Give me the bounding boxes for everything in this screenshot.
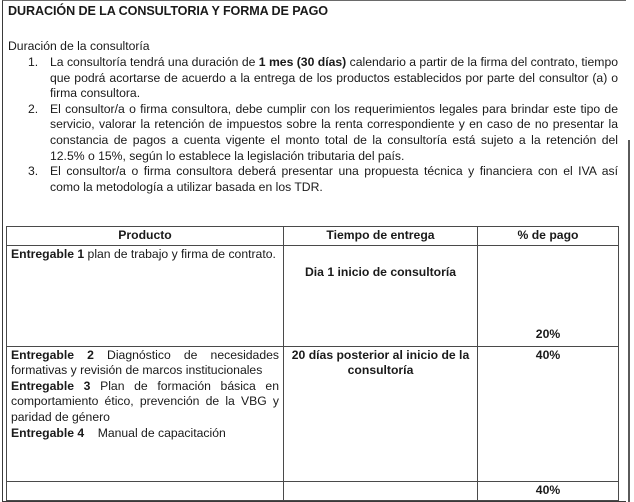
deliverable-text: Diagnóstico de necesidades formativas y revisión de marcos institucionales (11, 347, 279, 378)
payment-percent: 40% (535, 347, 561, 362)
item-number: 3. (28, 164, 39, 179)
header-porcentaje-pago: % de pago (478, 227, 619, 246)
payment-percent-cell (478, 481, 619, 500)
header-tiempo-entrega: Tiempo de entrega (284, 227, 478, 246)
header-producto: Producto (7, 227, 284, 246)
deliverable-text: plan de trabajo y firma de contrato. (84, 246, 276, 261)
deliverable-label: Entregable 1 (11, 246, 85, 261)
item-number: 1. (28, 55, 39, 69)
item-text: El consultor/a o firma consultora deberá presentar una propuesta técnica y financiera con el IVA así como la metodología a utilizar basada en los TDR. (50, 164, 618, 194)
item-bold-duration: 1 mes (30 días) (258, 55, 347, 69)
deliverable-item (11, 426, 279, 442)
delivery-time: 20 días posterior al inicio de la consultoría (291, 347, 470, 378)
product-cell (7, 245, 284, 346)
payment-schedule-table (6, 226, 619, 501)
product-cell (7, 481, 284, 500)
table-row (7, 346, 619, 481)
payment-percent-cell (478, 245, 619, 346)
item-text: calendario a partir de la firma del contrato, tiempo que podrá acortarse de acuerdo a la entrega de los productos establecidos por parte del consultor (a) o firma consultora. (50, 55, 618, 101)
table-header-row (7, 227, 619, 246)
delivery-time-cell (284, 245, 478, 346)
delivery-time-cell (284, 346, 478, 481)
deliverable-label: Entregable 3 (11, 378, 91, 393)
item-text: La consultoría tendrá una duración de (50, 55, 259, 69)
deliverable-text: Plan de formación básica en comportamiento ético, prevención de la VBG y paridad de género (11, 378, 279, 424)
deliverable-text: Manual de capacitación (84, 425, 226, 440)
condition-item-1 (28, 55, 618, 102)
delivery-time-cell (284, 481, 478, 500)
delivery-time: Dia 1 inicio de consultoría (304, 264, 457, 279)
payment-percent: 20% (535, 326, 561, 341)
deliverable-label: Entregable 4 (11, 425, 85, 440)
table-row (7, 245, 619, 346)
item-number: 2. (28, 101, 39, 116)
deliverable-item (11, 348, 279, 379)
table-row (7, 481, 619, 500)
section-heading: DURACIÓN DE LA CONSULTORIA Y FORMA DE PAGO (8, 4, 328, 18)
conditions-list (28, 55, 618, 195)
payment-percent-cell (478, 346, 619, 481)
payment-percent: 40% (535, 482, 561, 497)
condition-item-2 (28, 102, 618, 164)
deliverable-label: Entregable 2 (11, 347, 94, 362)
product-cell (7, 346, 284, 481)
item-text: El consultor/a o firma consultora, debe cumplir con los requerimientos legales para brindar este tipo de servicio, valorar la retención de impuestos sobre la renta correspondiente y en caso de no presentar la constancia de pagos a cuenta vigente el monto total de la consultoría está sujeto a la retención del 12.5% o 15%, según lo establece la legislación tributaria del país. (50, 101, 618, 163)
section-subheading: Duración de la consultoría (8, 39, 150, 53)
deliverable-item (11, 379, 279, 426)
condition-item-3 (28, 164, 618, 195)
scan-edge-line (628, 140, 630, 502)
